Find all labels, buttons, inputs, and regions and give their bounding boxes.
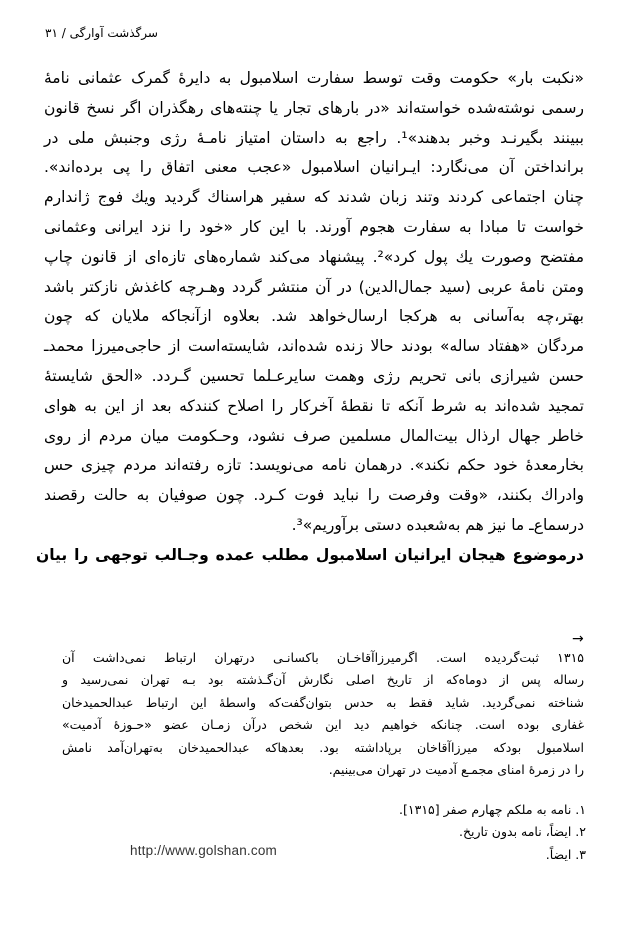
- footnote-line: اسلامبول بودکه میرزاآقاخان برپاداشته بود. بعدهاکه عبدالحمیدخان به‌تهران‌آمد نامش: [62, 739, 584, 755]
- body-line: خواست تا مبادا به سفارت هجوم آورند. با این کار «خود را نزد ایرانی وعثمانی: [44, 217, 584, 236]
- footnote-line: ۱۳۱۵ ثبت‌گردیده است. اگرمیرزاآقاخـان باکسانـی درتهران ارتباط نمی‌داشت آن: [62, 650, 584, 665]
- footnote-line: رساله پس از دوماه‌که از تاریخ اصلی نگارش آن‌گـذشته بود بـه تهران نمی‌رسید و: [62, 672, 584, 688]
- body-line-next-paragraph: درموضوع هیجان ایرانیان اسلامبول مطلب عمده وجـالب توجهی را بیان: [36, 545, 584, 564]
- body-line: مردگان «هفتاد ساله» بودند حالا زنده شده‌اند، شایسته‌است از حاجی‌میرزا محمد‌ـ: [44, 337, 584, 356]
- body-line: برانداختن آن می‌نگارد: ایـرانیان اسلامبول «عجب معنی اتفاق را پی برده‌اند».: [44, 158, 584, 177]
- body-line: وادراك بکنند، «وقت وفرصت را نباید فوت کـرد. چون صوفیان به حالت رقصند: [44, 486, 584, 505]
- running-header: سرگذشت آوارگی / ۳۱: [45, 26, 158, 40]
- body-line: چنان اجتماعی کردند وتند زبان شدند که سفیر هراسناك گردید ویك فوج ژاندارم: [44, 188, 584, 207]
- body-line: ومتن نامهٔ عربی (سید جمال‌الدین) در آن منتشر گردد وهـرچه کاغذش نازکتر باشد: [44, 277, 584, 296]
- body-line: خاطر جهال ارذال بیت‌المال مسلمین صرف نشود، وحـکومت میان مردم از روی: [44, 426, 584, 445]
- body-line: «نکبت بار» حکومت وقت توسط سفارت اسلامبول به دایرهٔ گمرک عثمانی نامهٔ: [44, 69, 584, 87]
- body-line: بخارمعدهٔ خود حکم نکند». درهمان نامه می‌نویسد: تازه رفته‌اند مردم چیزی حس: [44, 456, 584, 475]
- continuation-arrow-icon: →: [572, 631, 584, 647]
- footnote-line: را در زمرهٔ امنای مجمـع آدمیت در تهران می‌بینیم.: [328, 761, 584, 777]
- body-line: ببینند بگیرنـد وخبر بدهند»¹. راجع به داستان امتیاز نامـهٔ رژی وجنبش ملی در: [44, 128, 584, 147]
- source-url: http://www.golshan.com: [130, 843, 277, 858]
- reference-item: ۲. ایضاً، نامه بدون تاریخ.: [458, 824, 586, 840]
- body-line: تمجید شده‌اند به شرط آنکه تا نقطهٔ آخرکار را اصلاح کنندکه بعد از این به هوای: [44, 396, 584, 415]
- body-line: بهتر،چه به‌آسانی به هرکجا ارسال‌خواهد شد. بعلاوه ازآنجاکه ملایان که چون: [44, 307, 584, 326]
- body-line: رسمی نوشته‌شده خواسته‌اند «در بارهای تجار یا چنته‌های رهگذران اگر نسخ قانون: [44, 98, 584, 117]
- reference-notes: [399, 799, 586, 866]
- footnote-continuation: [62, 647, 584, 781]
- reference-item: ۳. ایضاً.: [545, 846, 586, 862]
- body-line: حسن شیرازی بانی تحریم رژی وهمت سایرعـلما تحسین گـردد. «الحق شایستهٔ: [44, 366, 584, 385]
- main-body-text: [36, 64, 585, 571]
- body-line: مفتضح وصورت یك پول کرد»². پیشنهاد می‌کند شماره‌های تازه‌ای از قانون چاپ: [44, 247, 585, 266]
- reference-item: ۱. نامه به ملکم چهارم صفر [۱۳۱۵].: [399, 802, 586, 817]
- body-line-paragraph-end: درسماع‌ـ ما نیز هم به‌شعبده دستی برآوریم»³.: [291, 515, 584, 534]
- footnote-line: شناخته نمی‌گردید. شاید فقط به حدس بتوان‌گفت‌که واسطهٔ این ارتباط عبدالحمیدخان: [62, 694, 584, 710]
- footnote-line: غفاری بوده است. چنانکه خواهیم دید این شخص درآن زمـان عضو «حـوزهٔ آدمیت»: [62, 717, 584, 733]
